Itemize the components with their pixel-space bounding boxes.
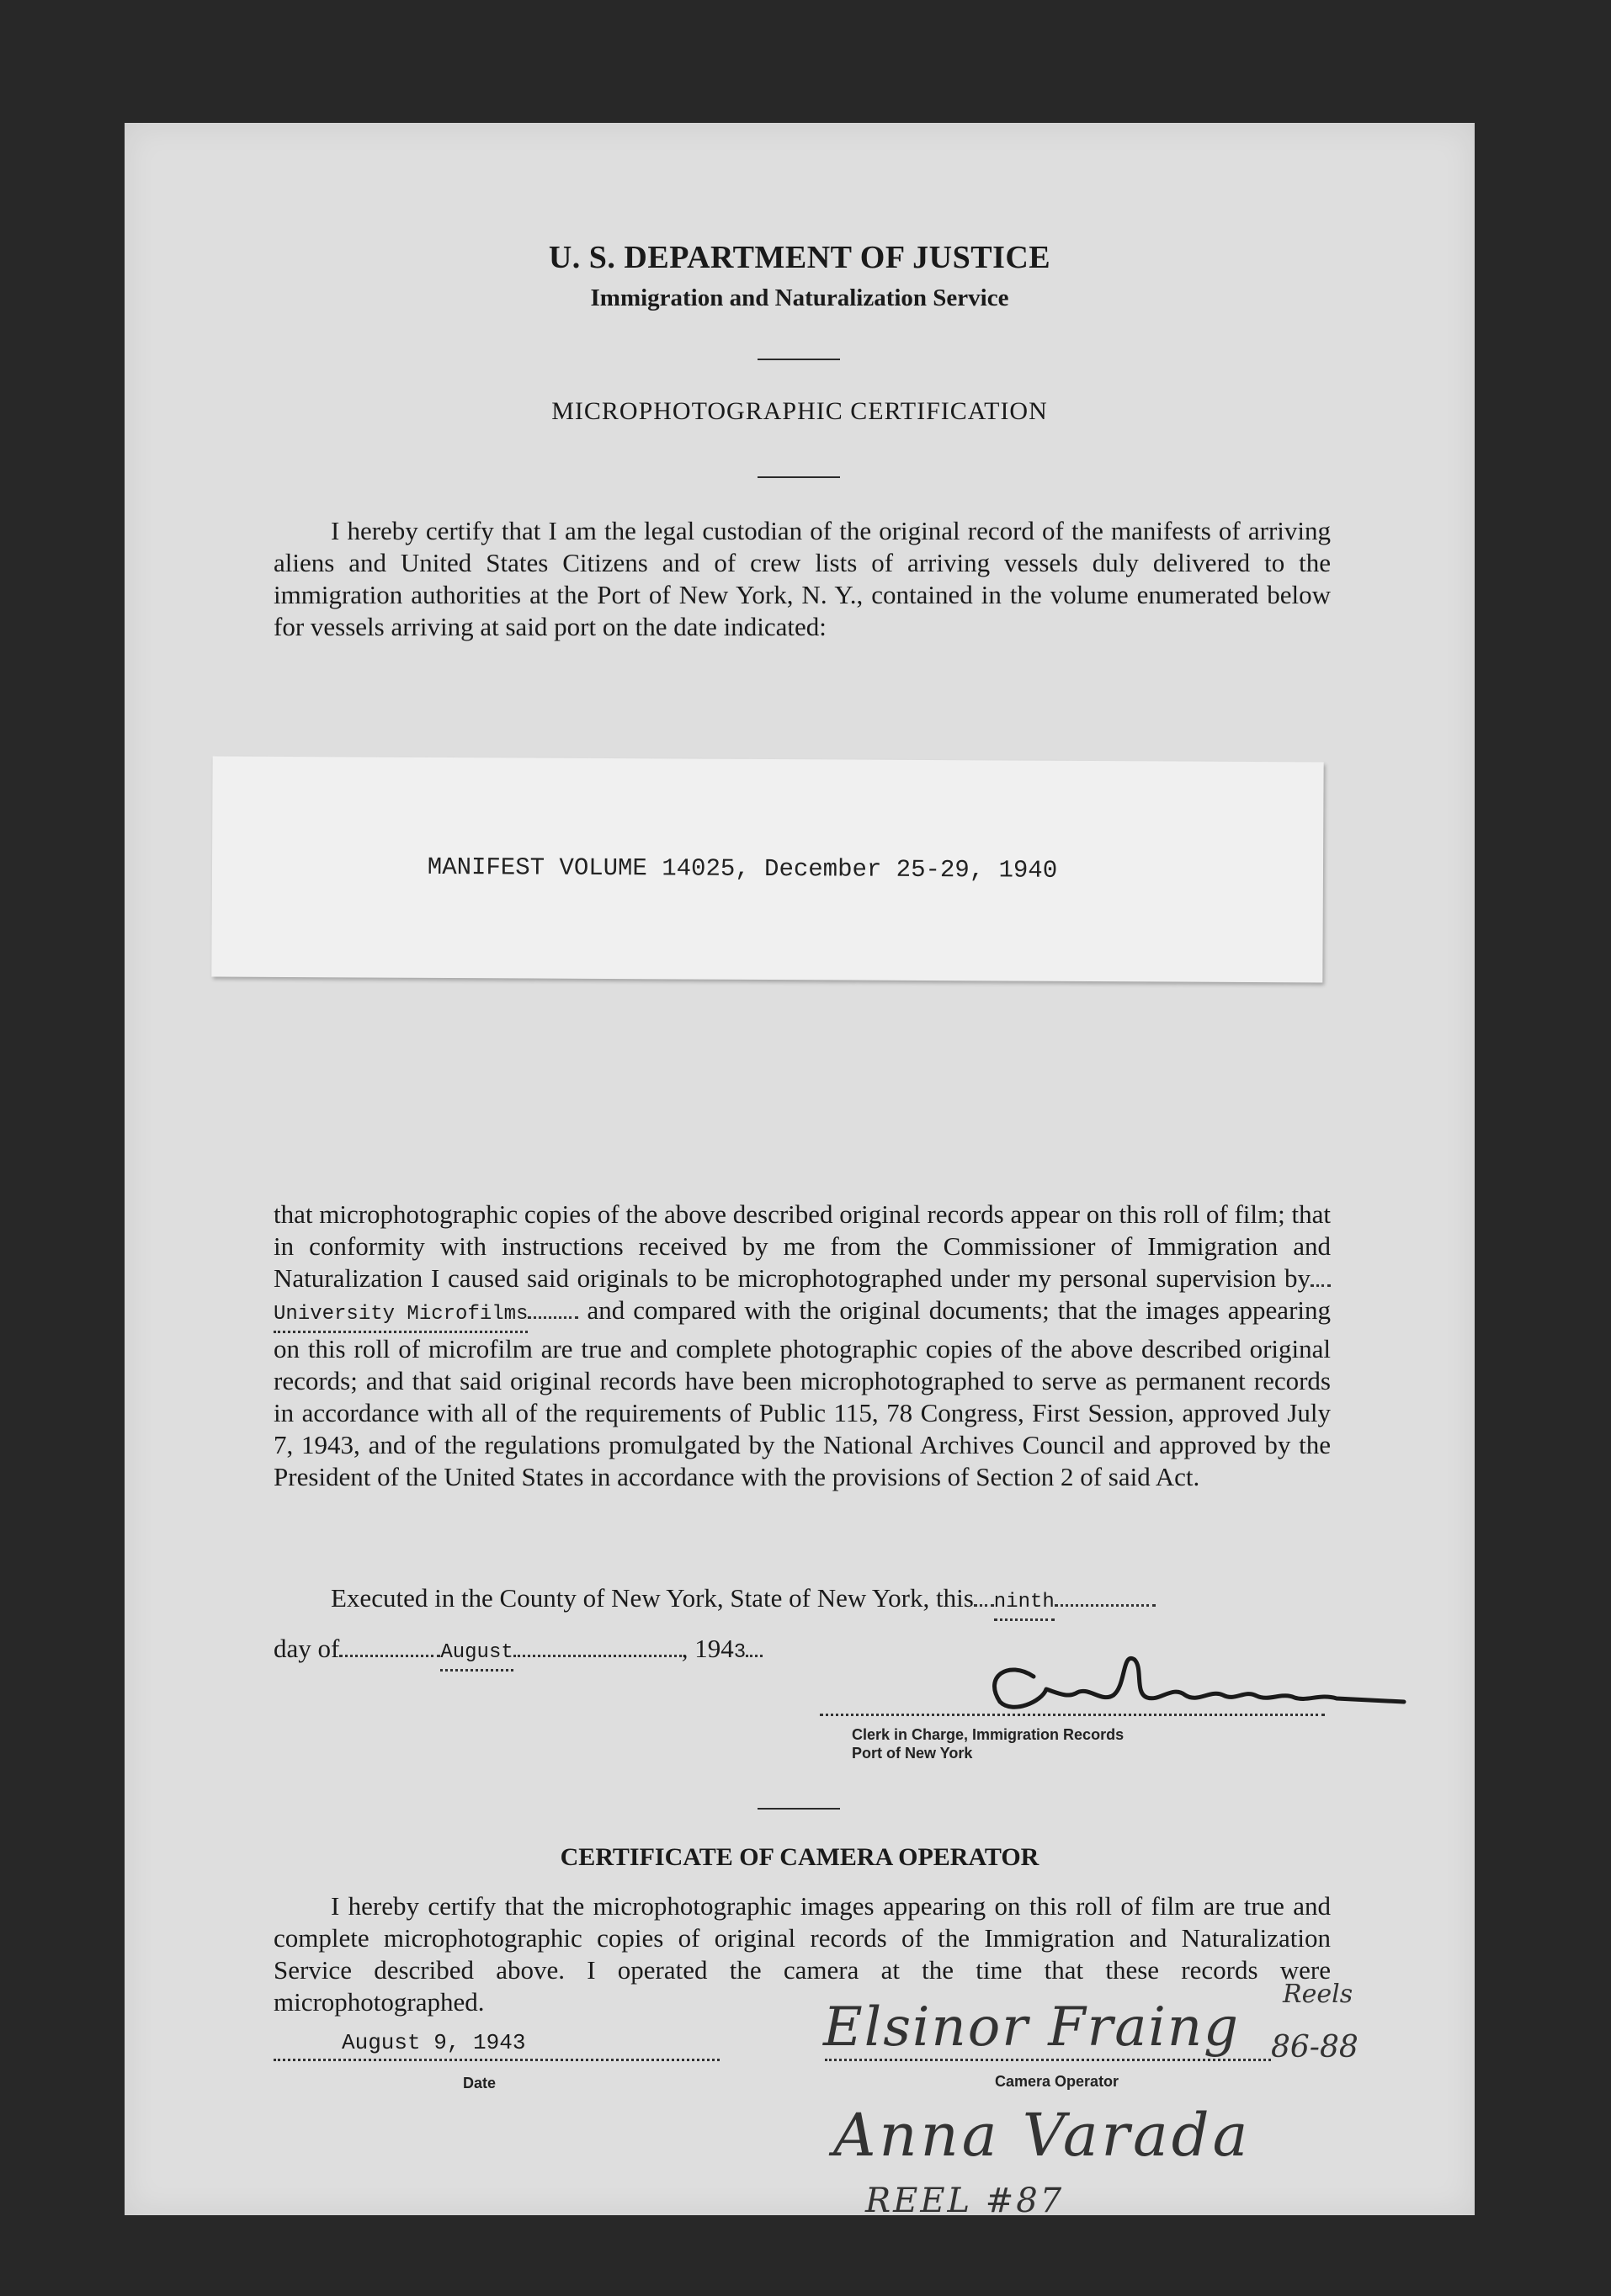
camera-operator-heading: CERTIFICATE OF CAMERA OPERATOR xyxy=(560,1843,1039,1871)
camera-paragraph: I hereby certify that the microphotographic images appearing on this roll of film are true and complete microphotographic copies of original records of the Immigration and Naturalization Service described above. I operated the camera at the time that these records were microphotographed. xyxy=(274,1891,1331,2017)
executed-month: August xyxy=(440,1637,513,1672)
body-text-part1: that microphotographic copies of the above described original records appear on this roll of film; that in conformity with instructions received by me from the Commissioner of Immigration and Naturalization I caused said originals to be microphotographed under my personal supervision by xyxy=(274,1199,1331,1293)
divider-rule xyxy=(758,359,840,360)
camera-date-value: August 9, 1943 xyxy=(342,2030,526,2055)
filmed-by-value: University Microfilms xyxy=(274,1299,528,1333)
operator-signature: Elsinor Fraing xyxy=(823,1996,1240,2059)
divider-rule xyxy=(758,1808,840,1810)
day-of-label: day of xyxy=(274,1634,340,1663)
second-signature: Anna Varada xyxy=(833,2101,1252,2170)
clerk-title xyxy=(852,1725,1124,1762)
body-text-part2: and compared with the original documents; that the images appearing on this roll of microfilm are true and complete photographic copies of the above described original records; and that said original records have been microphotographed to serve as permanent records in accordance with all of the requirements of Public 115, 78 Congress, First Session, approved July 7, 1943, and of the regulations promulgated by the National Archives Council and approved by the President of the United States in accordance with the provisions of Section 2 of said Act. xyxy=(274,1295,1332,1491)
reels-note: Reels xyxy=(1283,1980,1353,2009)
year-digit: 3 xyxy=(733,1641,747,1664)
body-paragraph xyxy=(274,1198,1331,1493)
volume-slip xyxy=(211,757,1323,983)
clerk-title-line1: Clerk in Charge, Immigration Records xyxy=(852,1726,1125,1743)
executed-prefix: Executed in the County of New York, State of New York, this xyxy=(331,1583,974,1613)
operator-line xyxy=(825,2059,1271,2061)
clerk-signature-icon xyxy=(907,1643,1446,1719)
volume-slip-text: MANIFEST VOLUME 14025, December 25-29, 1940 xyxy=(427,853,1058,885)
clerk-signature-line xyxy=(820,1714,1325,1716)
intro-paragraph: I hereby certify that I am the legal custodian of the original record of the manifests of arriving aliens and United States Citizens and of crew lists of arriving vessels duly delivered to the immigration authorities at the Port of New York, N. Y., contained in the volume enumerated below for vessels arriving at said port on the date indicated: xyxy=(274,516,1331,641)
reels-range: 86-88 xyxy=(1271,2030,1358,2065)
service-subheading: Immigration and Naturalization Service xyxy=(590,284,1009,311)
date-label: Date xyxy=(463,2075,497,2091)
year-prefix: , 194 xyxy=(681,1634,734,1663)
operator-label: Camera Operator xyxy=(995,2073,1119,2090)
certification-title: MICROPHOTOGRAPHIC CERTIFICATION xyxy=(551,397,1048,425)
department-heading: U. S. DEPARTMENT OF JUSTICE xyxy=(548,240,1051,275)
executed-day: ninth xyxy=(994,1586,1055,1621)
certificate-page xyxy=(125,123,1475,2220)
reel-label: REEL #87 xyxy=(865,2182,1065,2220)
day-of-line xyxy=(274,1633,763,1672)
divider-rule xyxy=(758,476,840,478)
clerk-title-line2: Port of New York xyxy=(852,1745,973,1762)
date-line xyxy=(274,2059,720,2061)
executed-line xyxy=(331,1582,1156,1621)
